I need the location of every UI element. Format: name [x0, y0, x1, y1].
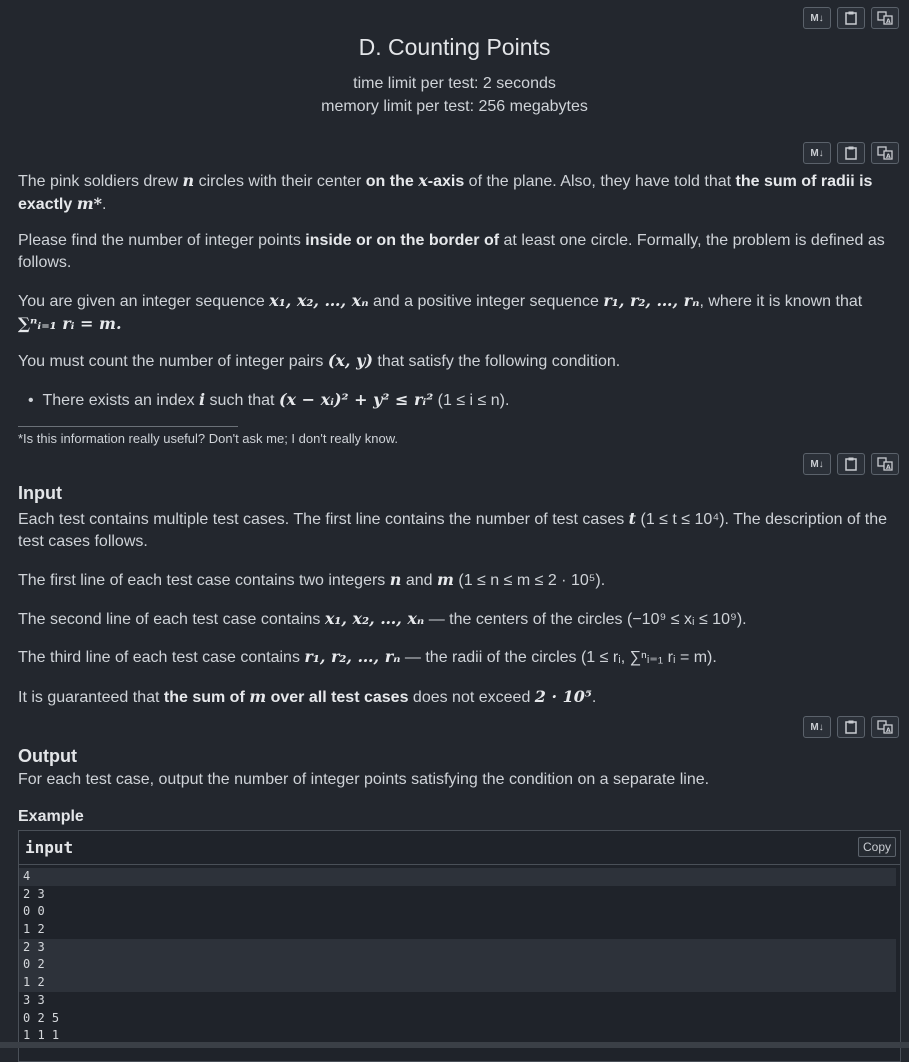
bullet-icon: • [28, 392, 34, 409]
translate-icon[interactable] [871, 142, 899, 164]
input-paragraph-3: The second line of each test case contains x₁, x₂, …, xₙ — the centers of the circles (−10⁹ ≤ xᵢ ≤ 10⁹). [18, 609, 747, 628]
markdown-button[interactable]: M↓ [803, 453, 831, 475]
output-section-title: Output [18, 746, 77, 766]
statement-paragraph-1: The pink soldiers drew n circles with their center on the x-axis of the plane. Also, they have told that the sum of radii is exactly m*. [18, 171, 873, 213]
footnote: *Is this information really useful? Don't ask me; I don't really know. [18, 431, 398, 446]
sample-input-label: input [25, 838, 74, 857]
horizontal-scrollbar[interactable] [0, 1042, 909, 1048]
sample-line: 2 3 [19, 939, 896, 957]
example-title: Example [18, 808, 84, 825]
svg-text:A: A [886, 464, 891, 471]
sample-line: 1 2 [23, 922, 45, 937]
sample-line: 1 1 1 [23, 1028, 60, 1043]
sample-input-box [18, 830, 901, 1062]
sample-input-lines[interactable] [19, 865, 900, 1045]
svg-text:A: A [886, 18, 891, 25]
statement-paragraph-3: You are given an integer sequence x₁, x₂, …, xₙ and a positive integer sequence r₁, r₂, …, rₙ, where it is known that ∑ⁿᵢ₌₁ rᵢ = m. [18, 291, 863, 333]
sample-line: 3 3 [23, 992, 45, 1007]
output-text: For each test case, output the number of integer points satisfying the condition on a separate line. [18, 771, 710, 788]
sample-line: 0 2 5 [23, 1010, 60, 1025]
svg-text:A: A [886, 727, 891, 734]
memory-limit: memory limit per test: 256 megabytes [321, 98, 588, 115]
markdown-button[interactable]: M↓ [803, 716, 831, 738]
clipboard-icon[interactable] [837, 142, 865, 164]
sample-line: 0 0 [23, 904, 45, 919]
header-toolbar [803, 7, 899, 29]
clipboard-icon[interactable] [837, 716, 865, 738]
problem-title: D. Counting Points [358, 34, 551, 60]
translate-icon[interactable] [871, 716, 899, 738]
svg-text:A: A [886, 153, 891, 160]
copy-button[interactable]: Copy [858, 837, 896, 857]
translate-icon[interactable] [871, 453, 899, 475]
clipboard-icon[interactable] [837, 453, 865, 475]
input-paragraph-4: The third line of each test case contains r₁, r₂, …, rₙ — the radii of the circles (1 ≤ rᵢ, ∑ⁿᵢ₌₁ rᵢ = m). [18, 647, 717, 666]
clipboard-icon[interactable] [837, 7, 865, 29]
sample-line: 1 2 [19, 974, 896, 992]
footnote-divider [18, 426, 238, 427]
time-limit: time limit per test: 2 seconds [353, 75, 556, 92]
condition-bullet: • There exists an index i such that (x − xᵢ)² + y² ≤ rᵢ² (1 ≤ i ≤ n). [28, 390, 510, 409]
sample-line: 4 [19, 868, 896, 886]
markdown-button[interactable]: M↓ [803, 142, 831, 164]
statement-paragraph-4: You must count the number of integer pairs (x, y) that satisfy the following condition. [18, 351, 621, 370]
sample-line: 0 2 [19, 956, 896, 974]
statement-toolbar [803, 142, 899, 164]
sample-input-header [19, 831, 900, 865]
markdown-button[interactable]: M↓ [803, 7, 831, 29]
input-section-title: Input [18, 483, 62, 503]
input-paragraph-5: It is guaranteed that the sum of m over all test cases does not exceed 2 · 10⁵. [18, 687, 597, 706]
input-toolbar [803, 453, 899, 475]
input-paragraph-2: The first line of each test case contains two integers n and m (1 ≤ n ≤ m ≤ 2 · 10⁵). [18, 570, 606, 589]
statement-paragraph-2: Please find the number of integer points inside or on the border of at least one circle. Formally, the problem is defined as follows. [18, 232, 885, 271]
input-paragraph-1: Each test contains multiple test cases. The first line contains the number of test cases t (1 ≤ t ≤ 10⁴). The description of the test cases follows. [18, 509, 887, 550]
sample-line: 2 3 [23, 886, 45, 901]
translate-icon[interactable] [871, 7, 899, 29]
output-toolbar [803, 716, 899, 738]
